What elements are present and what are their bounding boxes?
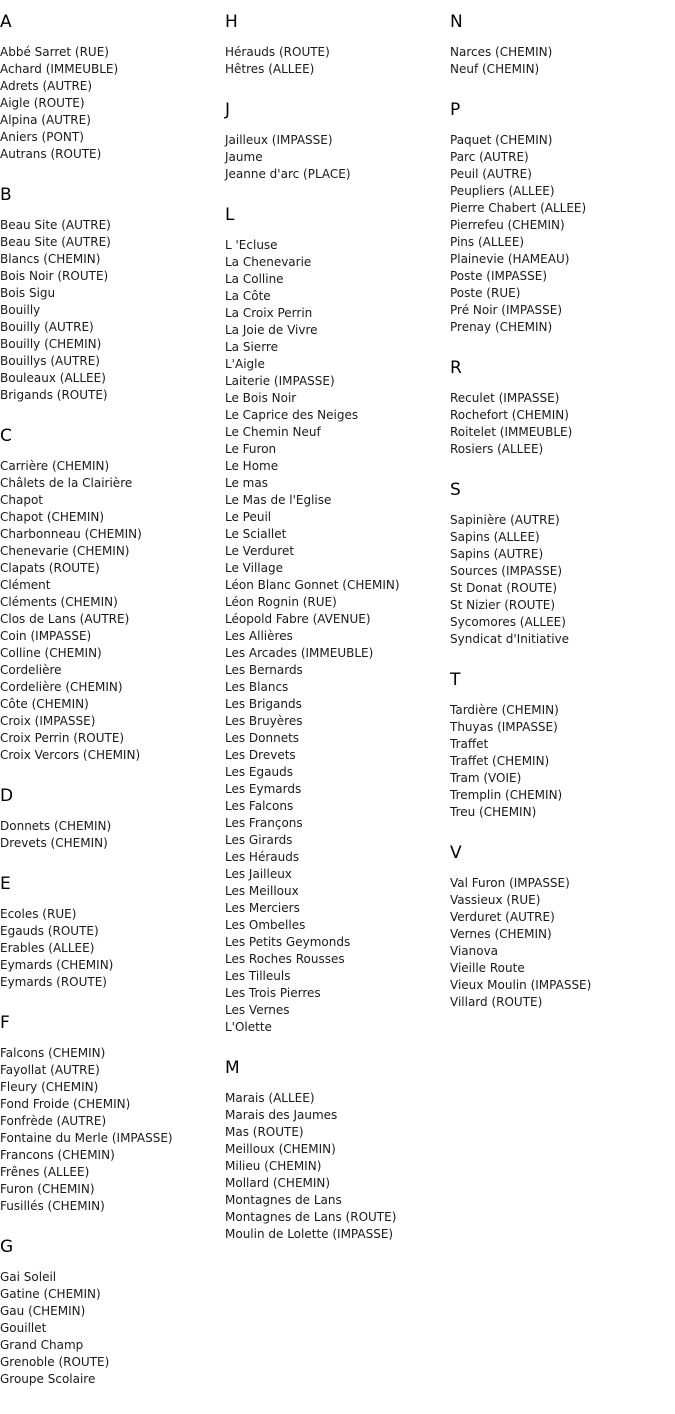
street-column bbox=[0, 8, 225, 1406]
street-link[interactable]: Le Mas de l'Eglise bbox=[225, 493, 332, 507]
street-link[interactable]: Les Brigands bbox=[225, 697, 302, 711]
street-link[interactable]: Rochefort (CHEMIN) bbox=[450, 408, 569, 422]
street-link[interactable]: Poste (RUE) bbox=[450, 286, 521, 300]
street-link[interactable]: Narces (CHEMIN) bbox=[450, 45, 553, 59]
street-list bbox=[0, 818, 225, 852]
street-link[interactable]: Les Vernes bbox=[225, 1003, 290, 1017]
street-link[interactable]: Fontaine du Merle (IMPASSE) bbox=[0, 1131, 173, 1145]
street-link[interactable]: Les Blancs bbox=[225, 680, 289, 694]
street-link[interactable]: Le Caprice des Neiges bbox=[225, 408, 359, 422]
letter-group bbox=[450, 8, 675, 78]
street-link[interactable]: Reculet (IMPASSE) bbox=[450, 391, 560, 405]
street-link[interactable]: Le Home bbox=[225, 459, 279, 473]
street-link[interactable]: La Chenevarie bbox=[225, 255, 312, 269]
street-link[interactable]: Bois Sigu bbox=[0, 286, 56, 300]
street-link[interactable]: Fayollat (AUTRE) bbox=[0, 1063, 100, 1077]
street-link[interactable]: Clément bbox=[0, 578, 51, 592]
street-link[interactable]: Les Falcons bbox=[225, 799, 294, 813]
letter-heading: L bbox=[225, 205, 235, 225]
street-link[interactable]: Villard (ROUTE) bbox=[450, 995, 543, 1009]
street-link[interactable]: Châlets de la Clairière bbox=[0, 476, 133, 490]
street-link[interactable]: Grand Champ bbox=[0, 1338, 84, 1352]
street-link[interactable]: Les Ombelles bbox=[225, 918, 306, 932]
street-link[interactable]: Rosiers (ALLEE) bbox=[450, 442, 544, 456]
street-link[interactable]: Les Allières bbox=[225, 629, 293, 643]
street-link[interactable]: Chapot bbox=[0, 493, 44, 507]
street-link[interactable]: Clos de Lans (AUTRE) bbox=[0, 612, 130, 626]
letter-group bbox=[0, 422, 225, 764]
letter-heading: A bbox=[0, 12, 12, 32]
street-link[interactable]: Aigle (ROUTE) bbox=[0, 96, 85, 110]
street-link[interactable]: Paquet (CHEMIN) bbox=[450, 133, 553, 147]
street-link[interactable]: Sources (IMPASSE) bbox=[450, 564, 563, 578]
street-link[interactable]: Pins (ALLEE) bbox=[450, 235, 525, 249]
street-link[interactable]: Les Meilloux bbox=[225, 884, 299, 898]
street-link[interactable]: Egauds (ROUTE) bbox=[0, 924, 99, 938]
letter-group bbox=[0, 870, 225, 991]
letter-heading: M bbox=[225, 1058, 240, 1078]
street-link[interactable]: Les Hérauds bbox=[225, 850, 300, 864]
street-link[interactable]: St Nizier (ROUTE) bbox=[450, 598, 556, 612]
street-link[interactable]: Montagnes de Lans bbox=[225, 1193, 342, 1207]
street-link[interactable]: Mollard (CHEMIN) bbox=[225, 1176, 331, 1190]
letter-heading: S bbox=[450, 480, 461, 500]
street-link[interactable]: Brigands (ROUTE) bbox=[0, 388, 108, 402]
street-link[interactable]: Peuil (AUTRE) bbox=[450, 167, 532, 181]
letter-group bbox=[450, 666, 675, 821]
letter-heading: T bbox=[450, 670, 461, 690]
street-link[interactable]: Autrans (ROUTE) bbox=[0, 147, 102, 161]
street-link[interactable]: Léon Blanc Gonnet (CHEMIN) bbox=[225, 578, 400, 592]
street-link[interactable]: Les Petits Geymonds bbox=[225, 935, 351, 949]
street-link[interactable]: Ecoles (RUE) bbox=[0, 907, 77, 921]
street-link[interactable]: Les Donnets bbox=[225, 731, 300, 745]
street-link[interactable]: Sapins (AUTRE) bbox=[450, 547, 544, 561]
street-link[interactable]: Marais (ALLEE) bbox=[225, 1091, 315, 1105]
street-link[interactable]: Croix (IMPASSE) bbox=[0, 714, 96, 728]
street-link[interactable]: Vieux Moulin (IMPASSE) bbox=[450, 978, 592, 992]
street-list bbox=[0, 44, 225, 163]
street-link[interactable]: Gau (CHEMIN) bbox=[0, 1304, 86, 1318]
street-link[interactable]: Les Girards bbox=[225, 833, 293, 847]
street-link[interactable]: Verduret (AUTRE) bbox=[450, 910, 555, 924]
street-link[interactable]: L'Olette bbox=[225, 1020, 272, 1034]
street-link[interactable]: Blancs (CHEMIN) bbox=[0, 252, 101, 266]
street-link[interactable]: Eymards (CHEMIN) bbox=[0, 958, 114, 972]
street-link[interactable]: Les Bernards bbox=[225, 663, 303, 677]
street-link[interactable]: Bouilly bbox=[0, 303, 41, 317]
letter-heading: D bbox=[0, 786, 14, 806]
street-link[interactable]: Le Verduret bbox=[225, 544, 295, 558]
letter-group bbox=[225, 1054, 450, 1243]
letter-heading: C bbox=[0, 426, 12, 446]
letter-group bbox=[450, 476, 675, 648]
street-link[interactable]: Sapinière (AUTRE) bbox=[450, 513, 560, 527]
letter-group bbox=[0, 1233, 225, 1388]
street-list bbox=[450, 390, 675, 458]
street-link[interactable]: Frênes (ALLEE) bbox=[0, 1165, 90, 1179]
street-link[interactable]: Colline (CHEMIN) bbox=[0, 646, 102, 660]
street-link[interactable]: La Croix Perrin bbox=[225, 306, 313, 320]
street-link[interactable]: Les Trois Pierres bbox=[225, 986, 321, 1000]
street-link[interactable]: Neuf (CHEMIN) bbox=[450, 62, 540, 76]
street-link[interactable]: Croix Vercors (CHEMIN) bbox=[0, 748, 141, 762]
street-link[interactable]: Treu (CHEMIN) bbox=[450, 805, 537, 819]
street-link[interactable]: Aniers (PONT) bbox=[0, 130, 84, 144]
street-link[interactable]: Les Jailleux bbox=[225, 867, 292, 881]
street-link[interactable]: Laiterie (IMPASSE) bbox=[225, 374, 335, 388]
street-link[interactable]: L 'Ecluse bbox=[225, 238, 278, 252]
letter-group bbox=[0, 8, 225, 163]
street-link[interactable]: Traffet bbox=[450, 737, 489, 751]
street-link[interactable]: St Donat (ROUTE) bbox=[450, 581, 558, 595]
street-list bbox=[0, 906, 225, 991]
letter-group bbox=[225, 96, 450, 183]
letter-group bbox=[225, 8, 450, 78]
letter-group bbox=[0, 1009, 225, 1215]
street-link[interactable]: Vianova bbox=[450, 944, 499, 958]
street-link[interactable]: Les Drevets bbox=[225, 748, 296, 762]
street-column bbox=[450, 8, 675, 1029]
street-link[interactable]: Les Françons bbox=[225, 816, 303, 830]
street-link[interactable]: Milieu (CHEMIN) bbox=[225, 1159, 322, 1173]
street-link[interactable]: Peupliers (ALLEE) bbox=[450, 184, 555, 198]
street-link[interactable]: Carrière (CHEMIN) bbox=[0, 459, 110, 473]
street-link[interactable]: La Joie de Vivre bbox=[225, 323, 318, 337]
street-link[interactable]: Marais des Jaumes bbox=[225, 1108, 338, 1122]
street-link[interactable]: Hérauds (ROUTE) bbox=[225, 45, 330, 59]
street-list bbox=[225, 1090, 450, 1243]
street-link[interactable]: Roitelet (IMMEUBLE) bbox=[450, 425, 573, 439]
street-link[interactable]: Cordelière (CHEMIN) bbox=[0, 680, 123, 694]
street-link[interactable]: Sycomores (ALLEE) bbox=[450, 615, 566, 629]
street-link[interactable]: Abbé Sarret (RUE) bbox=[0, 45, 109, 59]
street-link[interactable]: Cléments (CHEMIN) bbox=[0, 595, 118, 609]
street-link[interactable]: Vernes (CHEMIN) bbox=[450, 927, 552, 941]
street-link[interactable]: Tardière (CHEMIN) bbox=[450, 703, 559, 717]
street-link[interactable]: Vassieux (RUE) bbox=[450, 893, 541, 907]
letter-group bbox=[450, 96, 675, 336]
letter-group bbox=[450, 839, 675, 1011]
street-list bbox=[225, 237, 450, 1036]
street-link[interactable]: Charbonneau (CHEMIN) bbox=[0, 527, 142, 541]
street-link[interactable]: Achard (IMMEUBLE) bbox=[0, 62, 119, 76]
street-link[interactable]: Les Arcades (IMMEUBLE) bbox=[225, 646, 374, 660]
street-link[interactable]: Drevets (CHEMIN) bbox=[0, 836, 108, 850]
letter-heading: V bbox=[450, 843, 462, 863]
street-link[interactable]: La Sierre bbox=[225, 340, 278, 354]
street-list bbox=[0, 217, 225, 404]
street-link[interactable]: Parc (AUTRE) bbox=[450, 150, 529, 164]
letter-group bbox=[0, 782, 225, 852]
street-list bbox=[225, 44, 450, 78]
street-link[interactable]: Francons (CHEMIN) bbox=[0, 1148, 115, 1162]
street-link[interactable]: Le mas bbox=[225, 476, 268, 490]
street-list bbox=[450, 44, 675, 78]
street-link[interactable]: Le Bois Noir bbox=[225, 391, 297, 405]
street-link[interactable]: Le Peuil bbox=[225, 510, 272, 524]
street-link[interactable]: Furon (CHEMIN) bbox=[0, 1182, 95, 1196]
letter-heading: H bbox=[225, 12, 238, 32]
street-link[interactable]: Pierre Chabert (ALLEE) bbox=[450, 201, 587, 215]
street-link[interactable]: Fusillés (CHEMIN) bbox=[0, 1199, 105, 1213]
street-link[interactable]: Bois Noir (ROUTE) bbox=[0, 269, 109, 283]
street-list bbox=[0, 458, 225, 764]
street-link[interactable]: Bouillys (AUTRE) bbox=[0, 354, 100, 368]
street-link[interactable]: Traffet (CHEMIN) bbox=[450, 754, 550, 768]
street-link[interactable]: Les Roches Rousses bbox=[225, 952, 345, 966]
street-list bbox=[450, 512, 675, 648]
street-link[interactable]: Val Furon (IMPASSE) bbox=[450, 876, 570, 890]
street-link[interactable]: Le Sciallet bbox=[225, 527, 287, 541]
street-link[interactable]: Fonfrède (AUTRE) bbox=[0, 1114, 107, 1128]
street-link[interactable]: Mas (ROUTE) bbox=[225, 1125, 304, 1139]
street-link[interactable]: Jeanne d'arc (PLACE) bbox=[225, 167, 351, 181]
letter-heading: G bbox=[0, 1237, 14, 1257]
street-list bbox=[450, 132, 675, 336]
street-link[interactable]: Bouilly (AUTRE) bbox=[0, 320, 94, 334]
street-list bbox=[0, 1269, 225, 1388]
street-link[interactable]: Moulin de Lolette (IMPASSE) bbox=[225, 1227, 394, 1241]
letter-heading: J bbox=[225, 100, 231, 120]
letter-heading: R bbox=[450, 358, 462, 378]
letter-heading: E bbox=[0, 874, 11, 894]
street-link[interactable]: Tremplin (CHEMIN) bbox=[450, 788, 563, 802]
letter-heading: P bbox=[450, 100, 461, 120]
street-link[interactable]: Le Village bbox=[225, 561, 283, 575]
street-link[interactable]: Donnets (CHEMIN) bbox=[0, 819, 112, 833]
street-link[interactable]: Pré Noir (IMPASSE) bbox=[450, 303, 563, 317]
street-link[interactable]: Les Bruyères bbox=[225, 714, 303, 728]
street-link[interactable]: Prenay (CHEMIN) bbox=[450, 320, 553, 334]
street-link[interactable]: Chapot (CHEMIN) bbox=[0, 510, 105, 524]
street-link[interactable]: Gouillet bbox=[0, 1321, 47, 1335]
street-link[interactable]: Sapins (ALLEE) bbox=[450, 530, 540, 544]
street-link[interactable]: Léon Rognin (RUE) bbox=[225, 595, 337, 609]
street-link[interactable]: Gatine (CHEMIN) bbox=[0, 1287, 101, 1301]
letter-heading: B bbox=[0, 185, 12, 205]
street-column bbox=[225, 8, 450, 1261]
street-link[interactable]: Falcons (CHEMIN) bbox=[0, 1046, 106, 1060]
street-link[interactable]: Les Eymards bbox=[225, 782, 302, 796]
street-link[interactable]: Alpina (AUTRE) bbox=[0, 113, 91, 127]
street-link[interactable]: Bouilly (CHEMIN) bbox=[0, 337, 102, 351]
street-link[interactable]: Groupe Scolaire bbox=[0, 1372, 96, 1386]
street-link[interactable]: Fond Froide (CHEMIN) bbox=[0, 1097, 131, 1111]
street-link[interactable]: Beau Site (AUTRE) bbox=[0, 218, 111, 232]
street-link[interactable]: Coin (IMPASSE) bbox=[0, 629, 92, 643]
street-link[interactable]: Chenevarie (CHEMIN) bbox=[0, 544, 130, 558]
street-link[interactable]: Côte (CHEMIN) bbox=[0, 697, 89, 711]
street-link[interactable]: Hêtres (ALLEE) bbox=[225, 62, 315, 76]
street-list bbox=[450, 702, 675, 821]
street-link[interactable]: Syndicat d'Initiative bbox=[450, 632, 570, 646]
street-link[interactable]: Clapats (ROUTE) bbox=[0, 561, 100, 575]
street-link[interactable]: Les Egauds bbox=[225, 765, 293, 779]
street-link[interactable]: Les Merciers bbox=[225, 901, 300, 915]
street-list bbox=[225, 132, 450, 183]
street-link[interactable]: Bouleaux (ALLEE) bbox=[0, 371, 106, 385]
street-link[interactable]: La Côte bbox=[225, 289, 271, 303]
street-link[interactable]: Croix Perrin (ROUTE) bbox=[0, 731, 125, 745]
street-link[interactable]: Le Furon bbox=[225, 442, 277, 456]
street-link[interactable]: Eymards (ROUTE) bbox=[0, 975, 107, 989]
street-link[interactable]: Thuyas (IMPASSE) bbox=[450, 720, 558, 734]
street-link[interactable]: Cordelière bbox=[0, 663, 62, 677]
street-link[interactable]: Adrets (AUTRE) bbox=[0, 79, 93, 93]
street-link[interactable]: Tram (VOIE) bbox=[450, 771, 522, 785]
street-link[interactable]: Plainevie (HAMEAU) bbox=[450, 252, 570, 266]
street-list bbox=[450, 875, 675, 1011]
letter-group bbox=[450, 354, 675, 458]
street-list bbox=[0, 1045, 225, 1215]
street-link[interactable]: Léopold Fabre (AVENUE) bbox=[225, 612, 371, 626]
street-link[interactable]: Fleury (CHEMIN) bbox=[0, 1080, 99, 1094]
street-link[interactable]: Meilloux (CHEMIN) bbox=[225, 1142, 336, 1156]
letter-group bbox=[225, 201, 450, 1036]
street-link[interactable]: Beau Site (AUTRE) bbox=[0, 235, 111, 249]
street-link[interactable]: Vieille Route bbox=[450, 961, 525, 975]
street-link[interactable]: Jaume bbox=[225, 150, 263, 164]
street-link[interactable]: L'Aigle bbox=[225, 357, 265, 371]
street-link[interactable]: Montagnes de Lans (ROUTE) bbox=[225, 1210, 397, 1224]
street-link[interactable]: Erables (ALLEE) bbox=[0, 941, 95, 955]
street-link[interactable]: Poste (IMPASSE) bbox=[450, 269, 548, 283]
street-link[interactable]: La Colline bbox=[225, 272, 284, 286]
street-link[interactable]: Le Chemin Neuf bbox=[225, 425, 321, 439]
street-link[interactable]: Jailleux (IMPASSE) bbox=[225, 133, 333, 147]
street-link[interactable]: Gai Soleil bbox=[0, 1270, 57, 1284]
street-link[interactable]: Pierrefeu (CHEMIN) bbox=[450, 218, 565, 232]
street-link[interactable]: Les Tilleuls bbox=[225, 969, 291, 983]
street-link[interactable]: Grenoble (ROUTE) bbox=[0, 1355, 110, 1369]
letter-heading: N bbox=[450, 12, 463, 32]
letter-heading: F bbox=[0, 1013, 10, 1033]
letter-group bbox=[0, 181, 225, 404]
